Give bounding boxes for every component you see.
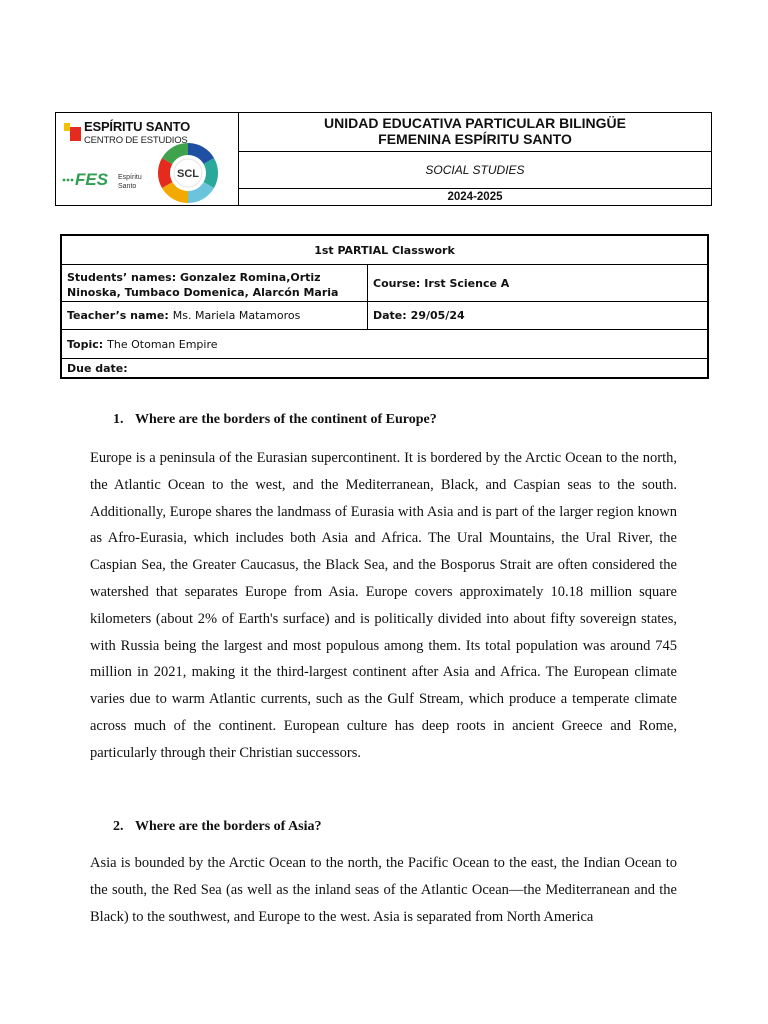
school-name-line-2: FEMENINA ESPÍRITU SANTO — [378, 131, 572, 147]
fes-logo-sub-1: Espíritu — [118, 174, 142, 181]
question-1 — [113, 412, 437, 428]
classwork-info-table — [60, 234, 709, 379]
school-header — [55, 112, 712, 206]
classwork-heading-row — [62, 236, 707, 265]
question-1-text: Where are the borders of the continent of Europe? — [135, 412, 437, 427]
topic-value: The Otoman Empire — [107, 337, 218, 351]
course-value: Irst Science A — [424, 276, 510, 290]
teacher-value: Ms. Mariela Matamoros — [172, 309, 301, 322]
answer-2: Asia is bounded by the Arctic Ocean to the north, the Pacific Ocean to the east, the Indian Ocean to the south, the Red Sea (as well as the inland seas of the Atlantic Ocean—the Mediterranean and the Black) to the southwest, and Europe to the west. Asia is separated from North America — [90, 855, 677, 925]
question-1-number: 1. — [113, 412, 124, 427]
topic-label: Topic: — [67, 337, 104, 351]
subject-title: SOCIAL STUDIES — [239, 152, 711, 189]
teacher-cell — [62, 302, 368, 329]
logo-subtitle: CENTRO DE ESTUDIOS — [84, 135, 188, 146]
students-label: Students’ names: — [67, 270, 177, 284]
fes-logo-sub-2: Santo — [118, 183, 137, 190]
topic-cell — [62, 330, 223, 358]
question-2 — [113, 819, 322, 835]
answer-1: Europe is a peninsula of the Eurasian supercontinent. It is bordered by the Arctic Ocean to the north, the Atlantic Ocean to the west, and the Mediterranean, Black, and Caspian seas to the south. Additionally, Europe shares the landmass of Eurasia with Asia and is part of the larger region known as Afro-Eurasia, which includes both Asia and Africa. The Ural Mountains, the Ural River, the Caspian Sea, the Greater Caucasus, the Black Sea, and the Bosporus Strait are often considered the watershed that separates Europe from Asia. Europe covers approximately 10.18 million square kilometers (about 2% of Earth's surface) and is politically divided into about fifty sovereign states, with Russia being the largest and most populous among them. Its total population was around 745 million in 2021, making it the third-largest continent after Asia and Africa. The European climate varies due to warm Atlantic currents, such as the Gulf Stream, which produce a temperate climate across much of the continent. European culture has deep roots in ancient Greece and Rome, particularly through their Christian successors. — [90, 450, 677, 761]
due-date-row — [62, 359, 707, 377]
scl-logo — [156, 141, 220, 205]
course-cell — [368, 265, 514, 301]
date-label: Date: — [373, 309, 407, 322]
classwork-heading: 1st PARTIAL Classwork — [314, 243, 455, 257]
logo-name: ESPÍRITU SANTO — [84, 119, 191, 134]
question-2-text: Where are the borders of Asia? — [135, 819, 322, 834]
date-value: 29/05/24 — [410, 309, 465, 322]
school-name — [239, 113, 711, 152]
course-label: Course: — [373, 276, 421, 290]
students-value: Gonzalez Romina,Ortiz Ninoska, Tumbaco Domenica, Alarcón Maria — [67, 270, 339, 299]
students-cell — [62, 265, 368, 301]
teacher-date-row — [62, 302, 707, 330]
fes-logo — [62, 167, 152, 201]
school-logos — [56, 113, 239, 205]
school-title-cell — [239, 113, 711, 205]
students-course-row — [62, 265, 707, 302]
scl-logo-text: SCL — [177, 168, 199, 180]
school-year: 2024-2025 — [447, 191, 503, 203]
logo-red-square-icon — [70, 127, 81, 141]
fes-logo-text: FES — [75, 170, 109, 189]
students-names — [67, 267, 362, 300]
date-cell — [368, 302, 470, 329]
teacher-label: Teacher’s name: — [67, 309, 169, 322]
due-date-label: Due date: — [67, 361, 128, 375]
topic-row — [62, 330, 707, 359]
due-date-cell — [62, 359, 137, 377]
school-name-line-1: UNIDAD EDUCATIVA PARTICULAR BILINGÜE — [323, 115, 627, 131]
question-2-number: 2. — [113, 819, 124, 834]
